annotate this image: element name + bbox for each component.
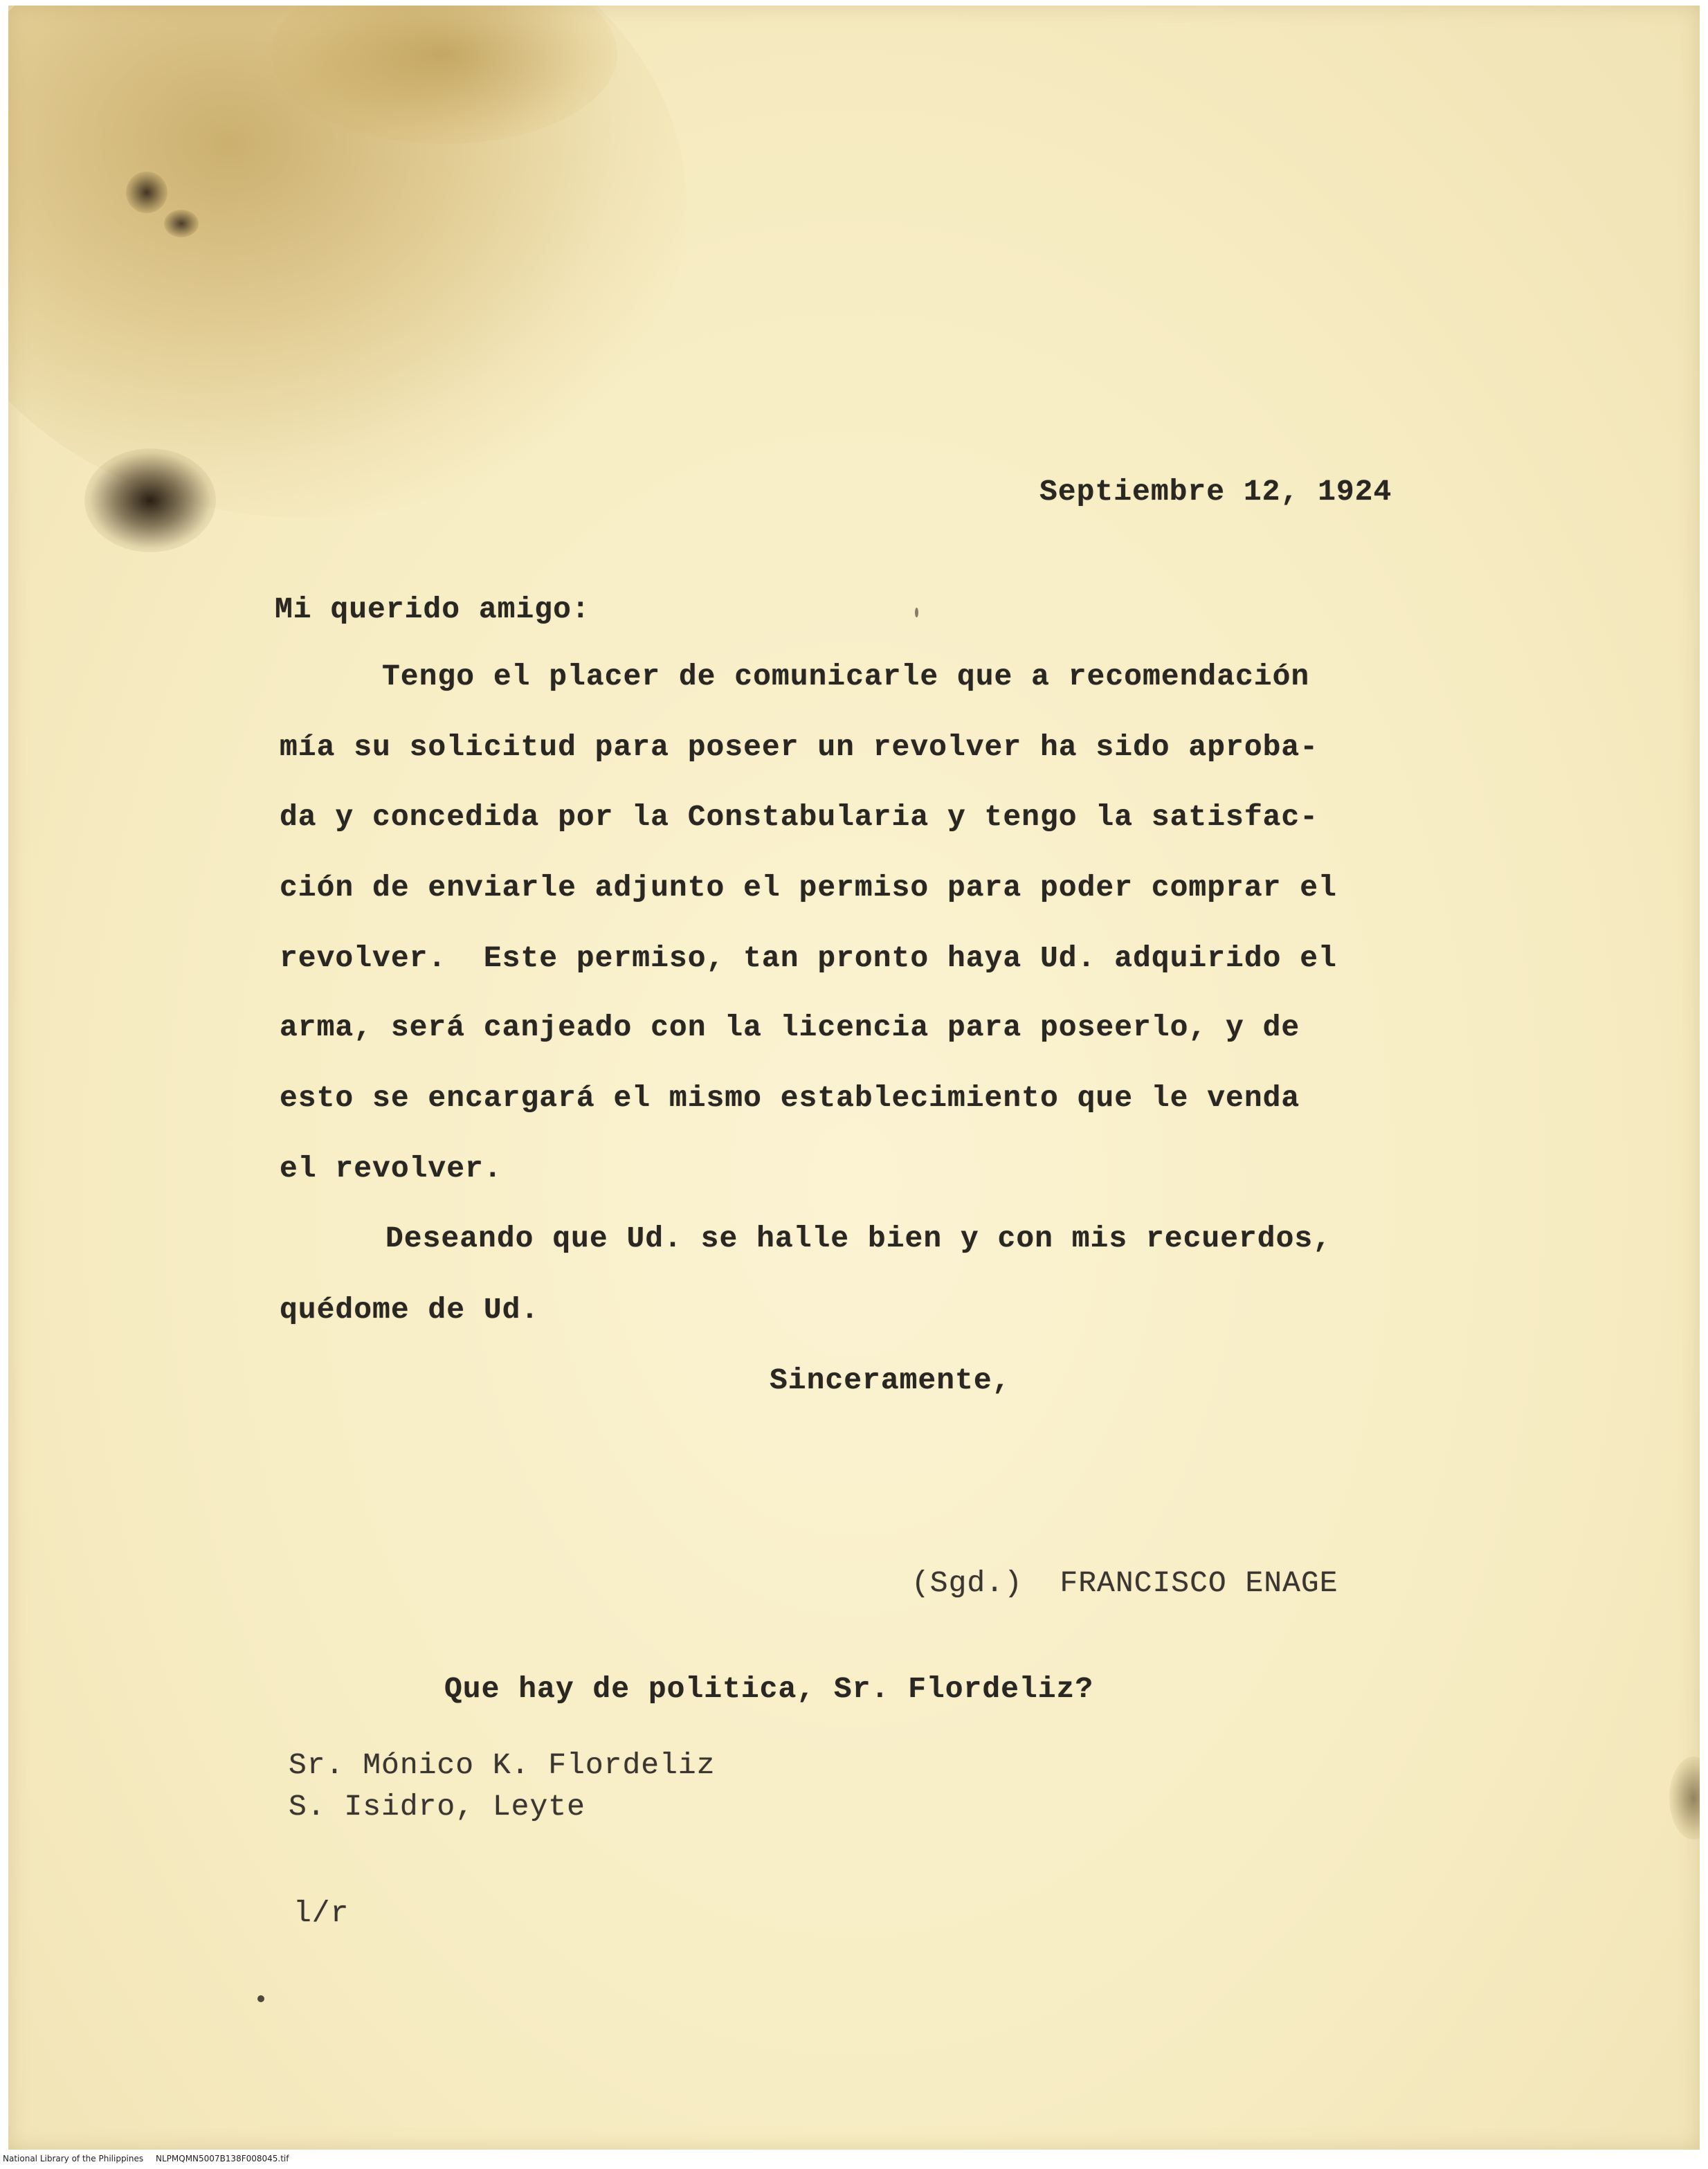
recipient-name: Sr. Mónico K. Flordeliz (289, 1748, 716, 1782)
ink-mark (915, 608, 918, 617)
body-line: quédome de Ud. (280, 1293, 540, 1327)
water-stain-top (271, 6, 617, 144)
body-line: Deseando que Ud. se halle bien y con mis recuerdos, (385, 1222, 1332, 1255)
footer-file-id: NLPMQMN5007B138F008045.tif (156, 2154, 289, 2163)
body-line: da y concedida por la Constabularia y tengo la satisfac- (280, 800, 1319, 834)
body-line: mía su solicitud para poseer un revolver ha sido aproba- (280, 730, 1319, 764)
body-line: ción de enviarle adjunto el permiso para poder comprar el (280, 871, 1337, 905)
typist-initials: l/r (293, 1896, 349, 1930)
body-line: esto se encargará el mismo establecimiento que le venda (280, 1081, 1300, 1115)
ink-spot (164, 210, 199, 237)
recipient-address: S. Isidro, Leyte (289, 1790, 585, 1824)
body-line: el revolver. (280, 1152, 502, 1186)
letter-date: Septiembre 12, 1924 (1039, 475, 1392, 509)
salutation: Mi querido amigo: (275, 592, 590, 626)
edge-stain (1669, 1757, 1700, 1840)
ink-blot (84, 448, 216, 552)
water-stain (8, 6, 687, 518)
closing: Sinceramente, (770, 1363, 1011, 1397)
body-line: revolver. Este permiso, tan pronto haya Ud. adquirido el (280, 941, 1337, 975)
body-line: arma, será canjeado con la licencia para poseerlo, y de (280, 1010, 1300, 1044)
letter-page (8, 6, 1700, 2150)
footer-library: National Library of the Philippines (3, 2154, 144, 2163)
body-line: Tengo el placer de comunicarle que a recomendación (382, 660, 1310, 693)
postscript: Que hay de politica, Sr. Flordeliz? (444, 1672, 1094, 1706)
ink-spot (126, 172, 167, 213)
signature: (Sgd.) FRANCISCO ENAGE (911, 1566, 1338, 1600)
ink-dot (257, 1995, 264, 2002)
